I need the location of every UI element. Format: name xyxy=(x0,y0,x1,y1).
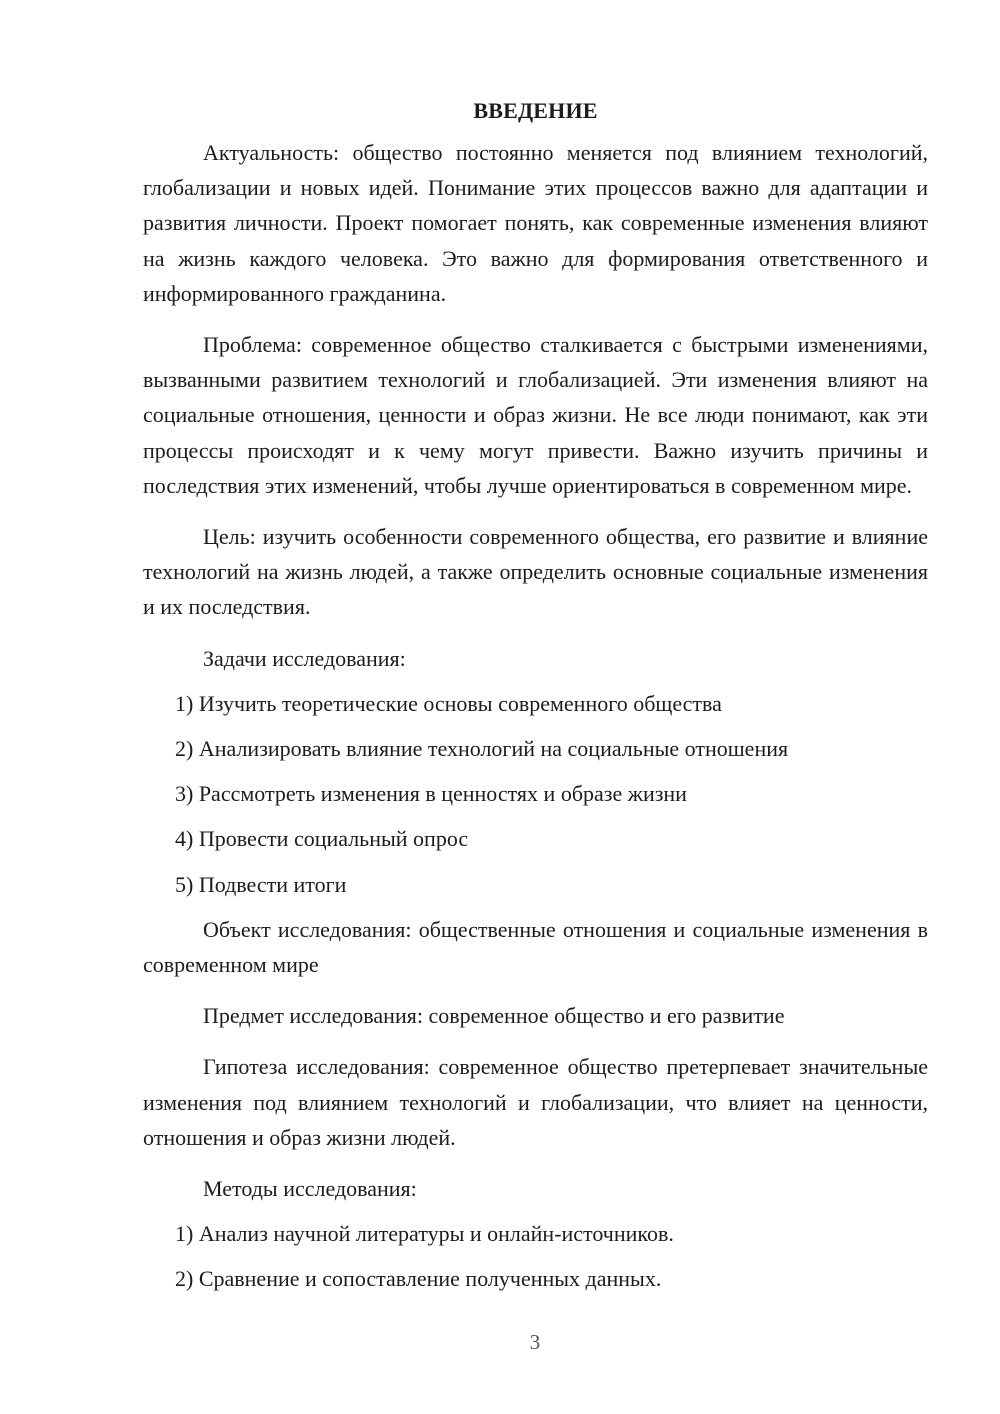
goal-paragraph: Цель: изучить особенности современного общества, его развитие и влияние технологий на жизнь людей, а также определить основные социальные изменения и их последствия. xyxy=(143,524,928,620)
task-item: 4) Провести социальный опрос xyxy=(175,826,469,852)
object-paragraph: Объект исследования: общественные отношения и социальные изменения в современном мире xyxy=(143,916,928,978)
task-item: 3) Рассмотреть изменения в ценностях и образе жизни xyxy=(175,781,687,807)
page-number: 3 xyxy=(529,1330,541,1354)
method-item: 2) Сравнение и сопоставление полученных данных. xyxy=(175,1266,662,1292)
tasks-list xyxy=(143,686,928,902)
task-item: 1) Изучить теоретические основы современного общества xyxy=(175,690,722,716)
methods-list xyxy=(143,1216,928,1296)
problem-paragraph: Проблема: современное общество сталкивается с быстрыми изменениями, вызванными развитием технологий и глобализацией. Эти изменения влияют на социальные отношения, ценности и образ жизни. Не все люди понимают, как эти процессы происходят и к чему могут привести. Важно изучить причины и последствия этих изменений, чтобы лучше ориентироваться в современном мире. xyxy=(143,332,928,498)
task-item: 2) Анализировать влияние технологий на социальные отношения xyxy=(175,736,789,762)
method-item: 1) Анализ научной литературы и онлайн-источников. xyxy=(175,1221,674,1247)
methods-heading: Методы исследования: xyxy=(203,1176,417,1202)
page-title: ВВЕДЕНИЕ xyxy=(473,98,598,123)
subject-paragraph: Предмет исследования: современное общество и его развитие xyxy=(203,1003,785,1029)
relevance-paragraph: Актуальность: общество постоянно меняется под влиянием технологий, глобализации и новых идей. Понимание этих процессов важно для адаптации и развития личности. Проект помогает понять, как современные изменения влияют на жизнь каждого человека. Это важно для формирования ответственного и информированного гражданина. xyxy=(143,140,928,306)
hypothesis-paragraph: Гипотеза исследования: современное общество претерпевает значительные изменения под влиянием технологий и глобализации, что влияет на ценности, отношения и образ жизни людей. xyxy=(143,1054,928,1150)
tasks-heading: Задачи исследования: xyxy=(203,645,406,671)
document-body xyxy=(143,93,928,1307)
task-item: 5) Подвести итоги xyxy=(175,871,347,897)
